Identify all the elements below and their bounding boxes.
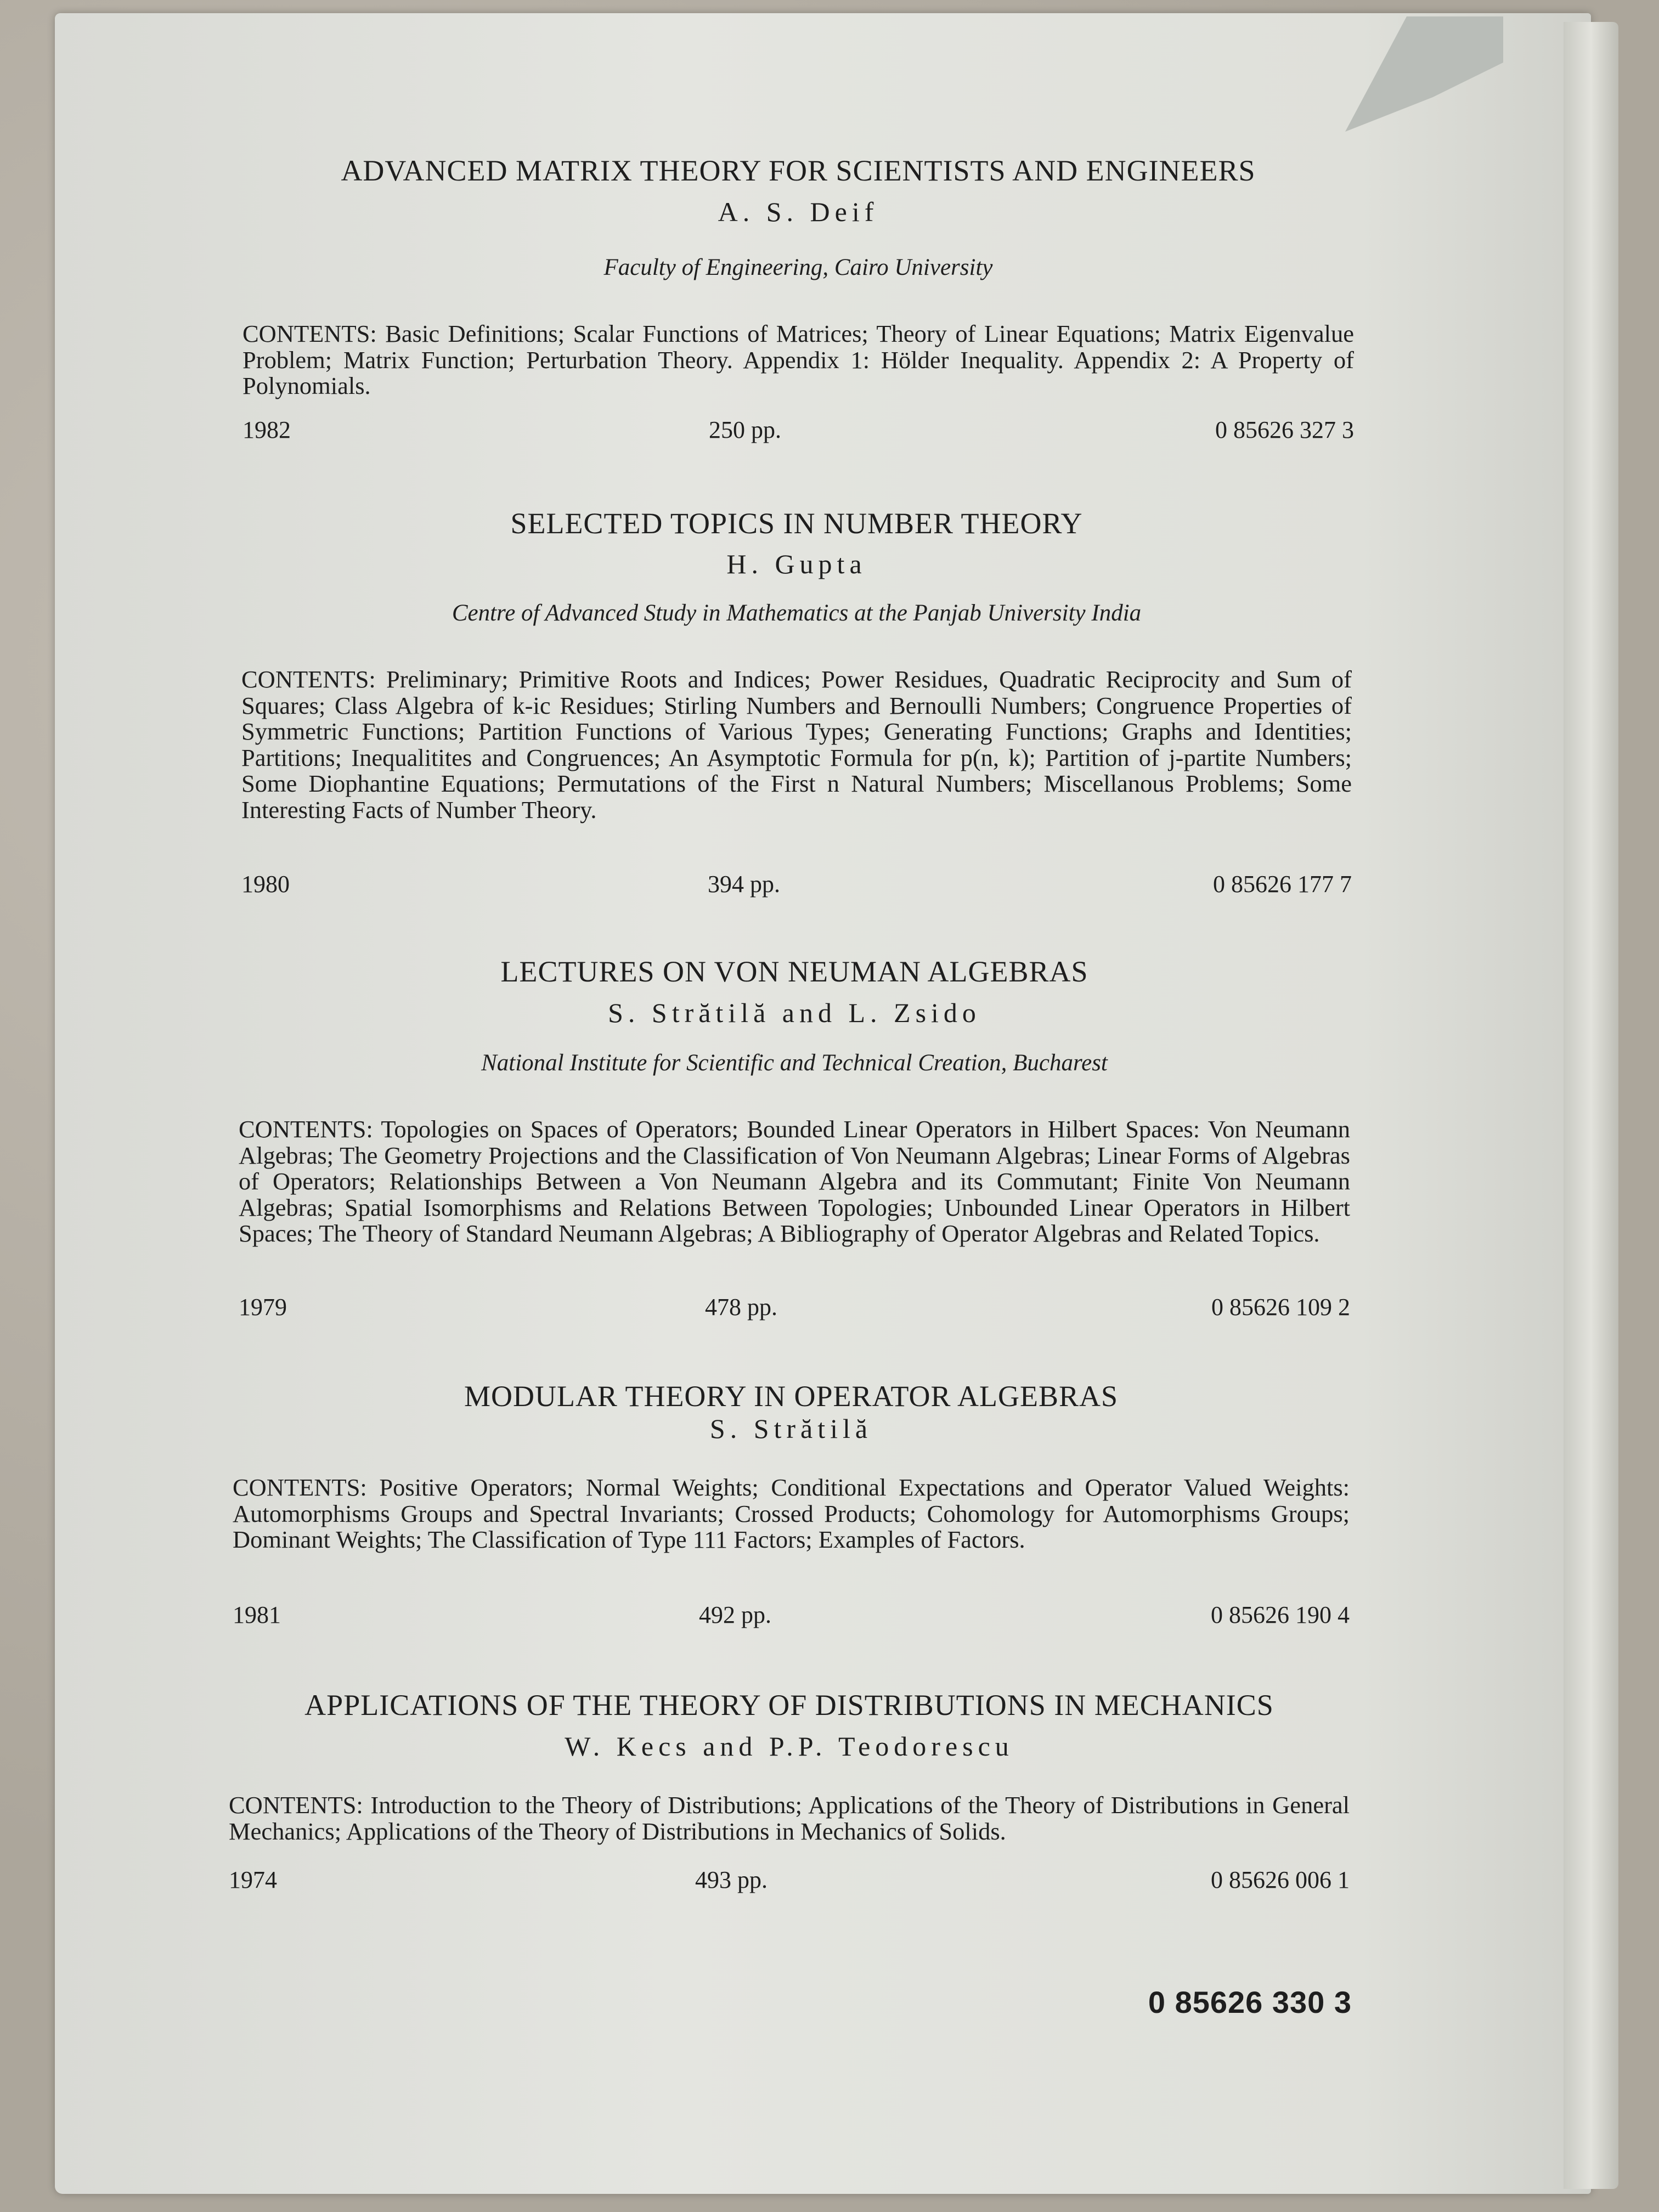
- book-meta: [233, 1601, 1350, 1629]
- book-author: W. Kecs and P.P. Teodorescu: [565, 1731, 1014, 1762]
- book-pages: 492 pp.: [699, 1601, 771, 1628]
- book-meta: [242, 416, 1354, 444]
- book-spine-edge: [1564, 22, 1618, 2189]
- book-affiliation: National Institute for Scientific and Technical Creation, Bucharest: [481, 1050, 1108, 1076]
- book-title: LECTURES ON VON NEUMAN ALGEBRAS: [500, 955, 1088, 988]
- book-pages: 250 pp.: [709, 416, 781, 443]
- book-title: APPLICATIONS OF THE THEORY OF DISTRIBUTIONS IN MECHANICS: [304, 1689, 1274, 1722]
- book-meta: [239, 1294, 1350, 1321]
- book-pages: 478 pp.: [705, 1294, 777, 1321]
- book-year: 1980: [241, 871, 290, 898]
- book-year: 1982: [242, 416, 291, 443]
- book-isbn: 0 85626 109 2: [1211, 1294, 1350, 1321]
- book-contents: CONTENTS: Topologies on Spaces of Operators; Bounded Linear Operators in Hilbert Spaces: Von Neumann Algebras; The Geometry Projections and the Classification of Von Neumann Algebras; Linear Forms of Algebras of Operators; Relationships Between a Von Neumann Algebra and its Commutant; Finite Von Neumann Algebras; Spatial Isomorphisms and Relations Between Topologies; Unbounded Linear Operators in Hilbert Spaces; The Theory of Standard Neumann Algebras; A Bibliography of Operator Algebras and Related Topics.: [239, 1115, 1350, 1247]
- book-title: ADVANCED MATRIX THEORY FOR SCIENTISTS AND ENGINEERS: [341, 154, 1256, 187]
- book-author: H. Gupta: [726, 549, 867, 579]
- book-isbn: 0 85626 327 3: [1215, 416, 1354, 443]
- book-affiliation: Faculty of Engineering, Cairo University: [603, 255, 993, 280]
- book-meta: [241, 871, 1352, 898]
- book-author: S. Strătilă and L. Zsido: [608, 997, 981, 1028]
- book-contents: CONTENTS: Basic Definitions; Scalar Functions of Matrices; Theory of Linear Equations; Matrix Eigenvalue Problem; Matrix Function; Perturbation Theory. Appendix 1: Hölder Inequality. Appendix 2: A Property of Polynomials.: [242, 320, 1354, 399]
- book-isbn: 0 85626 190 4: [1211, 1601, 1350, 1628]
- book-title: MODULAR THEORY IN OPERATOR ALGEBRAS: [464, 1380, 1119, 1413]
- cover-isbn: 0 85626 330 3: [1148, 1985, 1352, 2019]
- book-isbn: 0 85626 006 1: [1211, 1866, 1350, 1893]
- book-year: 1979: [239, 1294, 287, 1321]
- book-contents: CONTENTS: Positive Operators; Normal Weights; Conditional Expectations and Operator Valued Weights: Automorphisms Groups and Spectral Invariants; Crossed Products; Cohomology for Automorphisms Groups; Dominant Weights; The Classification of Type 111 Factors; Examples of Factors.: [233, 1474, 1350, 1553]
- book-contents: CONTENTS: Introduction to the Theory of Distributions; Applications of the Theory of Distributions in General Mechanics; Applications of the Theory of Distributions in Mechanics of Solids.: [229, 1791, 1350, 1845]
- book-title: SELECTED TOPICS IN NUMBER THEORY: [510, 507, 1083, 540]
- book-pages: 394 pp.: [708, 871, 780, 898]
- book-pages: 493 pp.: [695, 1866, 768, 1893]
- book-affiliation: Centre of Advanced Study in Mathematics at the Panjab University India: [452, 600, 1142, 626]
- book-meta: [229, 1866, 1350, 1894]
- book-contents: CONTENTS: Preliminary; Primitive Roots and Indices; Power Residues, Quadratic Reciprocity and Sum of Squares; Class Algebra of k-ic Residues; Stirling Numbers and Bernoulli Numbers; Congruence Properties of Symmetric Functions; Partition Functions of Various Types; Generating Functions; Graphs and Identities; Partitions; Inequalitites and Congruences; An Asymptotic Formula for p(n, k); Partition of j-partite Numbers; Some Diophantine Equations; Permutations of the First n Natural Numbers; Miscellanous Problems; Some Interesting Facts of Number Theory.: [241, 665, 1352, 823]
- book-year: 1974: [229, 1866, 277, 1893]
- book-author: S. Strătilă: [709, 1413, 873, 1444]
- book-author: A. S. Deif: [718, 196, 879, 227]
- book-year: 1981: [233, 1601, 281, 1628]
- book-isbn: 0 85626 177 7: [1213, 871, 1352, 898]
